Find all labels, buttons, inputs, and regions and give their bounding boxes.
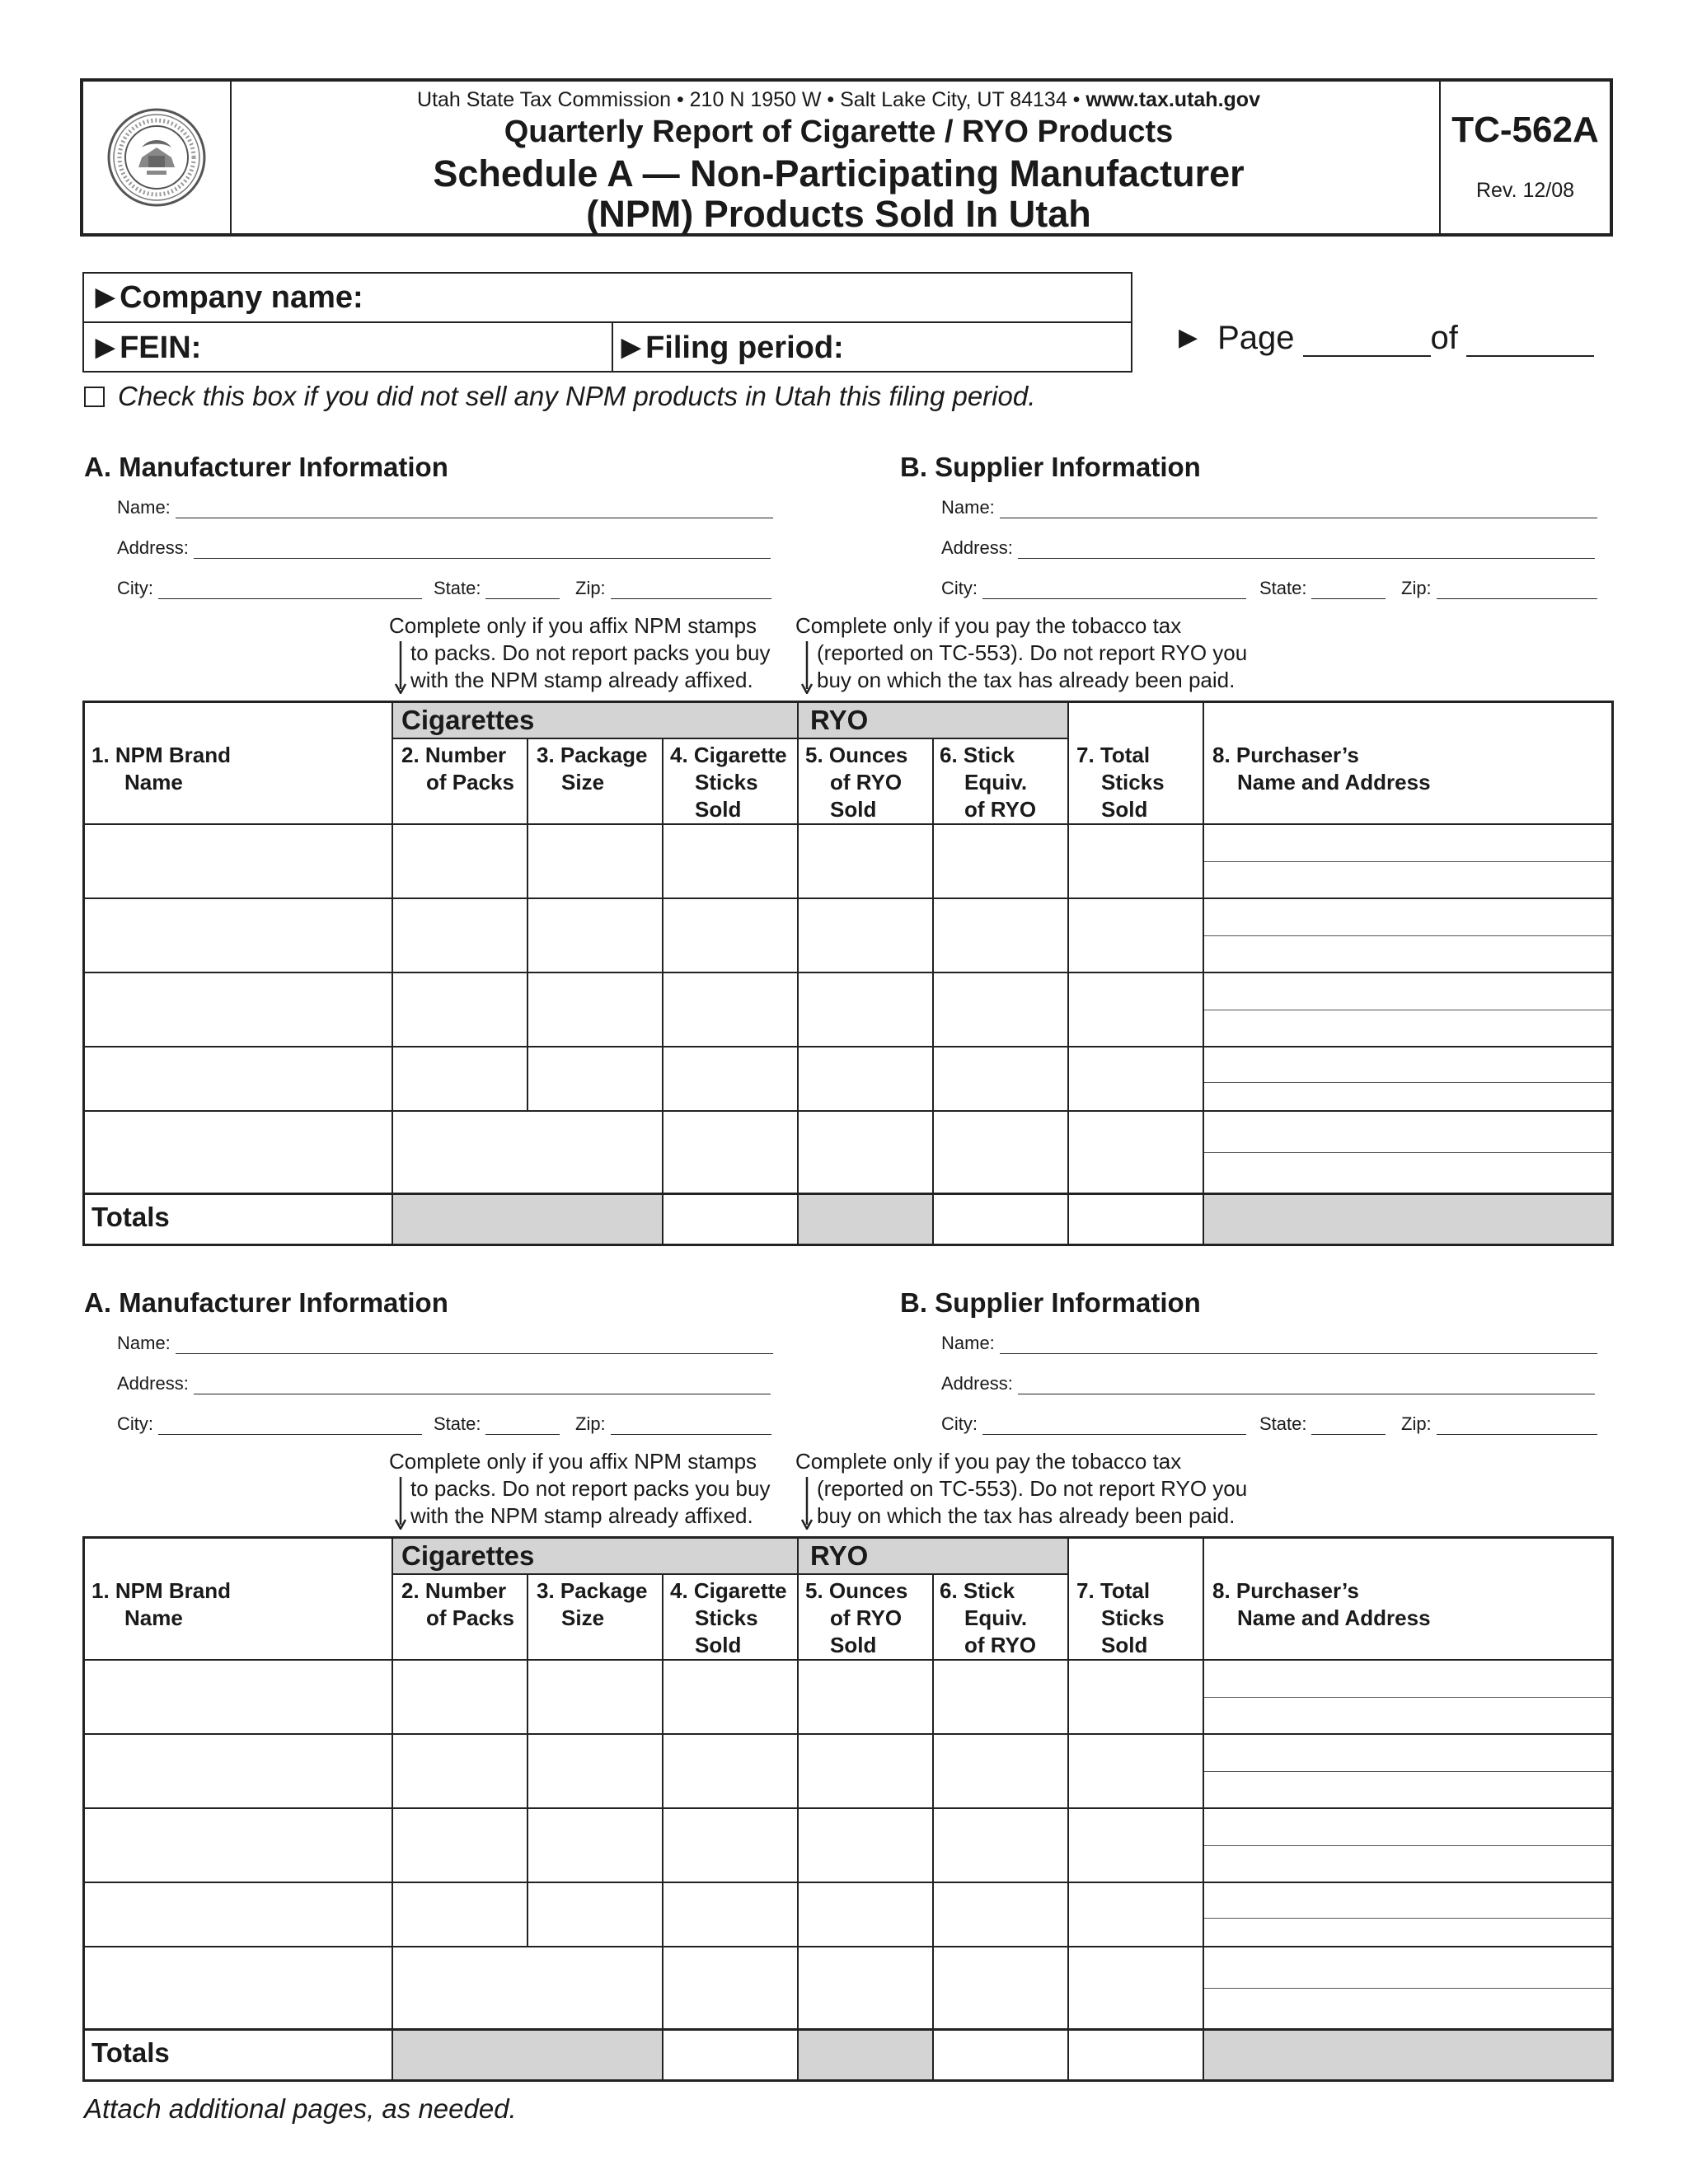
col-header-stick-equiv-ryo: 6. Stick Equiv. of RYO (940, 743, 1037, 822)
form-number: TC-562A (1451, 110, 1599, 150)
note-line: Complete only if you pay the tobacco tax (795, 613, 1182, 638)
triangle-right-icon: ▶ (1179, 324, 1198, 351)
triangle-right-icon: ▶ (96, 333, 115, 361)
form-title-line3: (NPM) Products Sold In Utah (586, 193, 1091, 235)
ryo-instruction-note (795, 1448, 1247, 1530)
col-header-ounces-ryo-sold: 5. Ounces of RYO Sold (805, 743, 908, 822)
column-divider (1067, 2031, 1069, 2079)
col-header-package-size: 3. Package Size (537, 1578, 648, 1630)
cigarette-instruction-note (389, 612, 770, 694)
totals-total-sticks-input[interactable] (1069, 2031, 1203, 2079)
city-label: City: (941, 1413, 978, 1434)
field-divider (612, 323, 613, 373)
purchaser-subline (1204, 1082, 1611, 1083)
triangle-right-icon: ▶ (621, 333, 641, 361)
company-name-field[interactable] (84, 274, 1131, 323)
manufacturer-city-field[interactable] (117, 1413, 422, 1435)
supplier-name-field[interactable] (941, 1333, 1597, 1354)
purchaser-subline (1204, 1697, 1611, 1698)
page-label: Page (1217, 320, 1295, 356)
arrow-down-icon (395, 641, 406, 694)
city-label: City: (117, 578, 153, 598)
no-sales-checkbox[interactable] (84, 387, 105, 407)
column-divider (1203, 2031, 1204, 2079)
totals-total-sticks-input[interactable] (1069, 1195, 1203, 1244)
attach-pages-note: Attach additional pages, as needed. (84, 2093, 517, 2124)
utah-state-seal-icon (106, 106, 208, 209)
triangle-right-icon: ▶ (96, 283, 115, 311)
state-label: State: (1259, 1413, 1307, 1434)
state-label: State: (1259, 578, 1307, 598)
note-line: (reported on TC-553). Do not report RYO you (817, 1476, 1248, 1501)
arrow-down-icon (801, 641, 813, 694)
totals-shade-cigarettes (393, 1195, 662, 1244)
totals-cigarette-sticks-input[interactable] (663, 2031, 797, 2079)
company-info-box (82, 272, 1132, 373)
col-header-number-of-packs: 2. Number of Packs (401, 1578, 514, 1630)
col-header-ounces-ryo-sold: 5. Ounces of RYO Sold (805, 1578, 908, 1657)
totals-stick-equiv-input[interactable] (934, 1195, 1067, 1244)
form-id-cell (1439, 82, 1610, 233)
npm-schedule-section-2 (0, 1287, 1688, 2111)
purchaser-subline (1204, 935, 1611, 936)
totals-shade-purchaser (1204, 2031, 1611, 2079)
manufacturer-name-field[interactable] (117, 1333, 773, 1354)
purchaser-subline (1204, 1845, 1611, 1846)
company-name-label: Company name: (120, 279, 363, 315)
address-label: Address: (941, 537, 1013, 558)
col-header-total-sticks-sold: 7. Total Sticks Sold (1076, 743, 1165, 822)
supplier-address-field[interactable] (941, 1373, 1595, 1394)
zip-label: Zip: (1401, 1413, 1432, 1434)
manufacturer-heading: A. Manufacturer Information (84, 1287, 448, 1318)
purchaser-subline (1204, 1152, 1611, 1153)
form-title-line2: Schedule A — Non-Participating Manufacturer (433, 152, 1245, 194)
group-header-rule (392, 738, 1068, 739)
col-header-package-size: 3. Package Size (537, 743, 648, 794)
agency-address-line (232, 88, 1446, 112)
name-label: Name: (117, 1333, 171, 1353)
col-header-total-sticks-sold: 7. Total Sticks Sold (1076, 1578, 1165, 1657)
note-line: with the NPM stamp already affixed. (410, 668, 753, 692)
totals-label: Totals (91, 1202, 170, 1232)
group-cigarettes-label: Cigarettes (401, 1540, 535, 1571)
filing-period-field[interactable] (621, 323, 844, 373)
state-label: State: (434, 1413, 481, 1434)
supplier-zip-field[interactable] (1401, 578, 1597, 599)
cigarette-instruction-note (389, 1448, 770, 1530)
agency-website: www.tax.utah.gov (1085, 88, 1260, 111)
agency-address-text: Utah State Tax Commission • 210 N 1950 W • Salt Lake City, UT 84134 • (417, 88, 1086, 111)
page-total-input[interactable] (1466, 327, 1594, 357)
group-ryo-label: RYO (810, 705, 869, 735)
group-cigarettes-label: Cigarettes (401, 705, 535, 735)
manufacturer-zip-field[interactable] (575, 578, 771, 599)
group-ryo-label: RYO (810, 1540, 869, 1571)
zip-label: Zip: (575, 1413, 606, 1434)
note-line: Complete only if you pay the tobacco tax (795, 1449, 1182, 1474)
col-header-purchaser-name-address: 8. Purchaser’s Name and Address (1212, 1578, 1431, 1630)
note-line: buy on which the tax has already been paid. (817, 668, 1236, 692)
col-header-number-of-packs: 2. Number of Packs (401, 743, 514, 794)
column-divider (797, 1195, 799, 1244)
page-number-fields (1179, 320, 1594, 357)
ryo-instruction-note (795, 612, 1247, 694)
col-header-brand-name: 1. NPM Brand Name (91, 743, 232, 794)
purchaser-subline (1204, 1918, 1611, 1919)
supplier-heading: B. Supplier Information (900, 1287, 1201, 1318)
column-divider (1067, 1195, 1069, 1244)
form-header (80, 78, 1613, 237)
purchaser-subline (1204, 861, 1611, 862)
address-label: Address: (117, 537, 189, 558)
totals-stick-equiv-input[interactable] (934, 2031, 1067, 2079)
column-divider (662, 2031, 663, 2079)
note-line: to packs. Do not report packs you buy (410, 640, 771, 665)
purchaser-subline (1204, 1771, 1611, 1772)
column-divider (797, 2031, 799, 2079)
totals-shade-purchaser (1204, 1195, 1611, 1244)
zip-label: Zip: (575, 578, 606, 598)
supplier-address-field[interactable] (941, 537, 1595, 559)
supplier-city-field[interactable] (941, 1413, 1246, 1435)
note-line: Complete only if you affix NPM stamps (389, 613, 757, 638)
manufacturer-state-field[interactable] (434, 578, 560, 599)
totals-shade-ryo (799, 1195, 932, 1244)
city-label: City: (117, 1413, 153, 1434)
totals-shade-cigarettes (393, 2031, 662, 2079)
note-line: with the NPM stamp already affixed. (410, 1503, 753, 1528)
filing-period-label: Filing period: (645, 330, 844, 365)
address-label: Address: (941, 1373, 1013, 1394)
manufacturer-name-field[interactable] (117, 497, 773, 518)
column-divider (932, 1195, 934, 1244)
form-revision: Rev. 12/08 (1475, 179, 1575, 202)
page-number-input[interactable] (1303, 327, 1431, 357)
table-row[interactable] (85, 1883, 1611, 1946)
col-header-cigarette-sticks-sold: 4. Cigarette Sticks Sold (670, 1578, 787, 1657)
note-line: buy on which the tax has already been paid. (817, 1503, 1236, 1528)
fein-field[interactable] (84, 323, 1131, 373)
note-line: (reported on TC-553). Do not report RYO you (817, 640, 1248, 665)
manufacturer-heading: A. Manufacturer Information (84, 452, 448, 482)
city-label: City: (941, 578, 978, 598)
of-label: of (1430, 320, 1458, 356)
name-label: Name: (941, 1333, 995, 1353)
totals-label: Totals (91, 2037, 170, 2068)
table-row[interactable] (85, 1047, 1611, 1110)
col-header-cigarette-sticks-sold: 4. Cigarette Sticks Sold (670, 743, 787, 822)
column-divider (662, 1195, 663, 1244)
arrow-down-icon (801, 1477, 813, 1530)
group-header-rule (392, 1573, 1068, 1575)
npm-schedule-section-1 (0, 452, 1688, 1276)
col-header-purchaser-name-address: 8. Purchaser’s Name and Address (1212, 743, 1431, 794)
npm-products-table (82, 701, 1614, 1246)
no-sales-checkbox-row (84, 381, 1035, 412)
manufacturer-state-field[interactable] (434, 1413, 560, 1435)
col-header-stick-equiv-ryo: 6. Stick Equiv. of RYO (940, 1578, 1037, 1657)
supplier-zip-field[interactable] (1401, 1413, 1597, 1435)
supplier-state-field[interactable] (1259, 578, 1386, 599)
col-header-brand-name: 1. NPM Brand Name (91, 1578, 232, 1630)
zip-label: Zip: (1401, 578, 1432, 598)
state-label: State: (434, 578, 481, 598)
note-line: to packs. Do not report packs you buy (410, 1476, 771, 1501)
seal-cell (83, 82, 232, 233)
manufacturer-city-field[interactable] (117, 578, 422, 599)
title-cell (232, 82, 1446, 233)
supplier-city-field[interactable] (941, 578, 1246, 599)
form-title-line1: Quarterly Report of Cigarette / RYO Products (504, 115, 1174, 149)
name-label: Name: (117, 497, 171, 518)
address-label: Address: (117, 1373, 189, 1394)
manufacturer-zip-field[interactable] (575, 1413, 771, 1435)
no-sales-checkbox-label: Check this box if you did not sell any NPM products in Utah this filing period. (118, 381, 1036, 411)
npm-products-table (82, 1536, 1614, 2082)
fein-label: FEIN: (120, 330, 202, 365)
totals-cigarette-sticks-input[interactable] (663, 1195, 797, 1244)
column-divider (932, 2031, 934, 2079)
supplier-heading: B. Supplier Information (900, 452, 1201, 482)
note-line: Complete only if you affix NPM stamps (389, 1449, 757, 1474)
purchaser-subline (1204, 1988, 1611, 1989)
name-label: Name: (941, 497, 995, 518)
totals-shade-ryo (799, 2031, 932, 2079)
manufacturer-address-field[interactable] (117, 537, 771, 559)
manufacturer-address-field[interactable] (117, 1373, 771, 1394)
supplier-name-field[interactable] (941, 497, 1597, 518)
column-divider (1203, 1195, 1204, 1244)
supplier-state-field[interactable] (1259, 1413, 1386, 1435)
arrow-down-icon (395, 1477, 406, 1530)
